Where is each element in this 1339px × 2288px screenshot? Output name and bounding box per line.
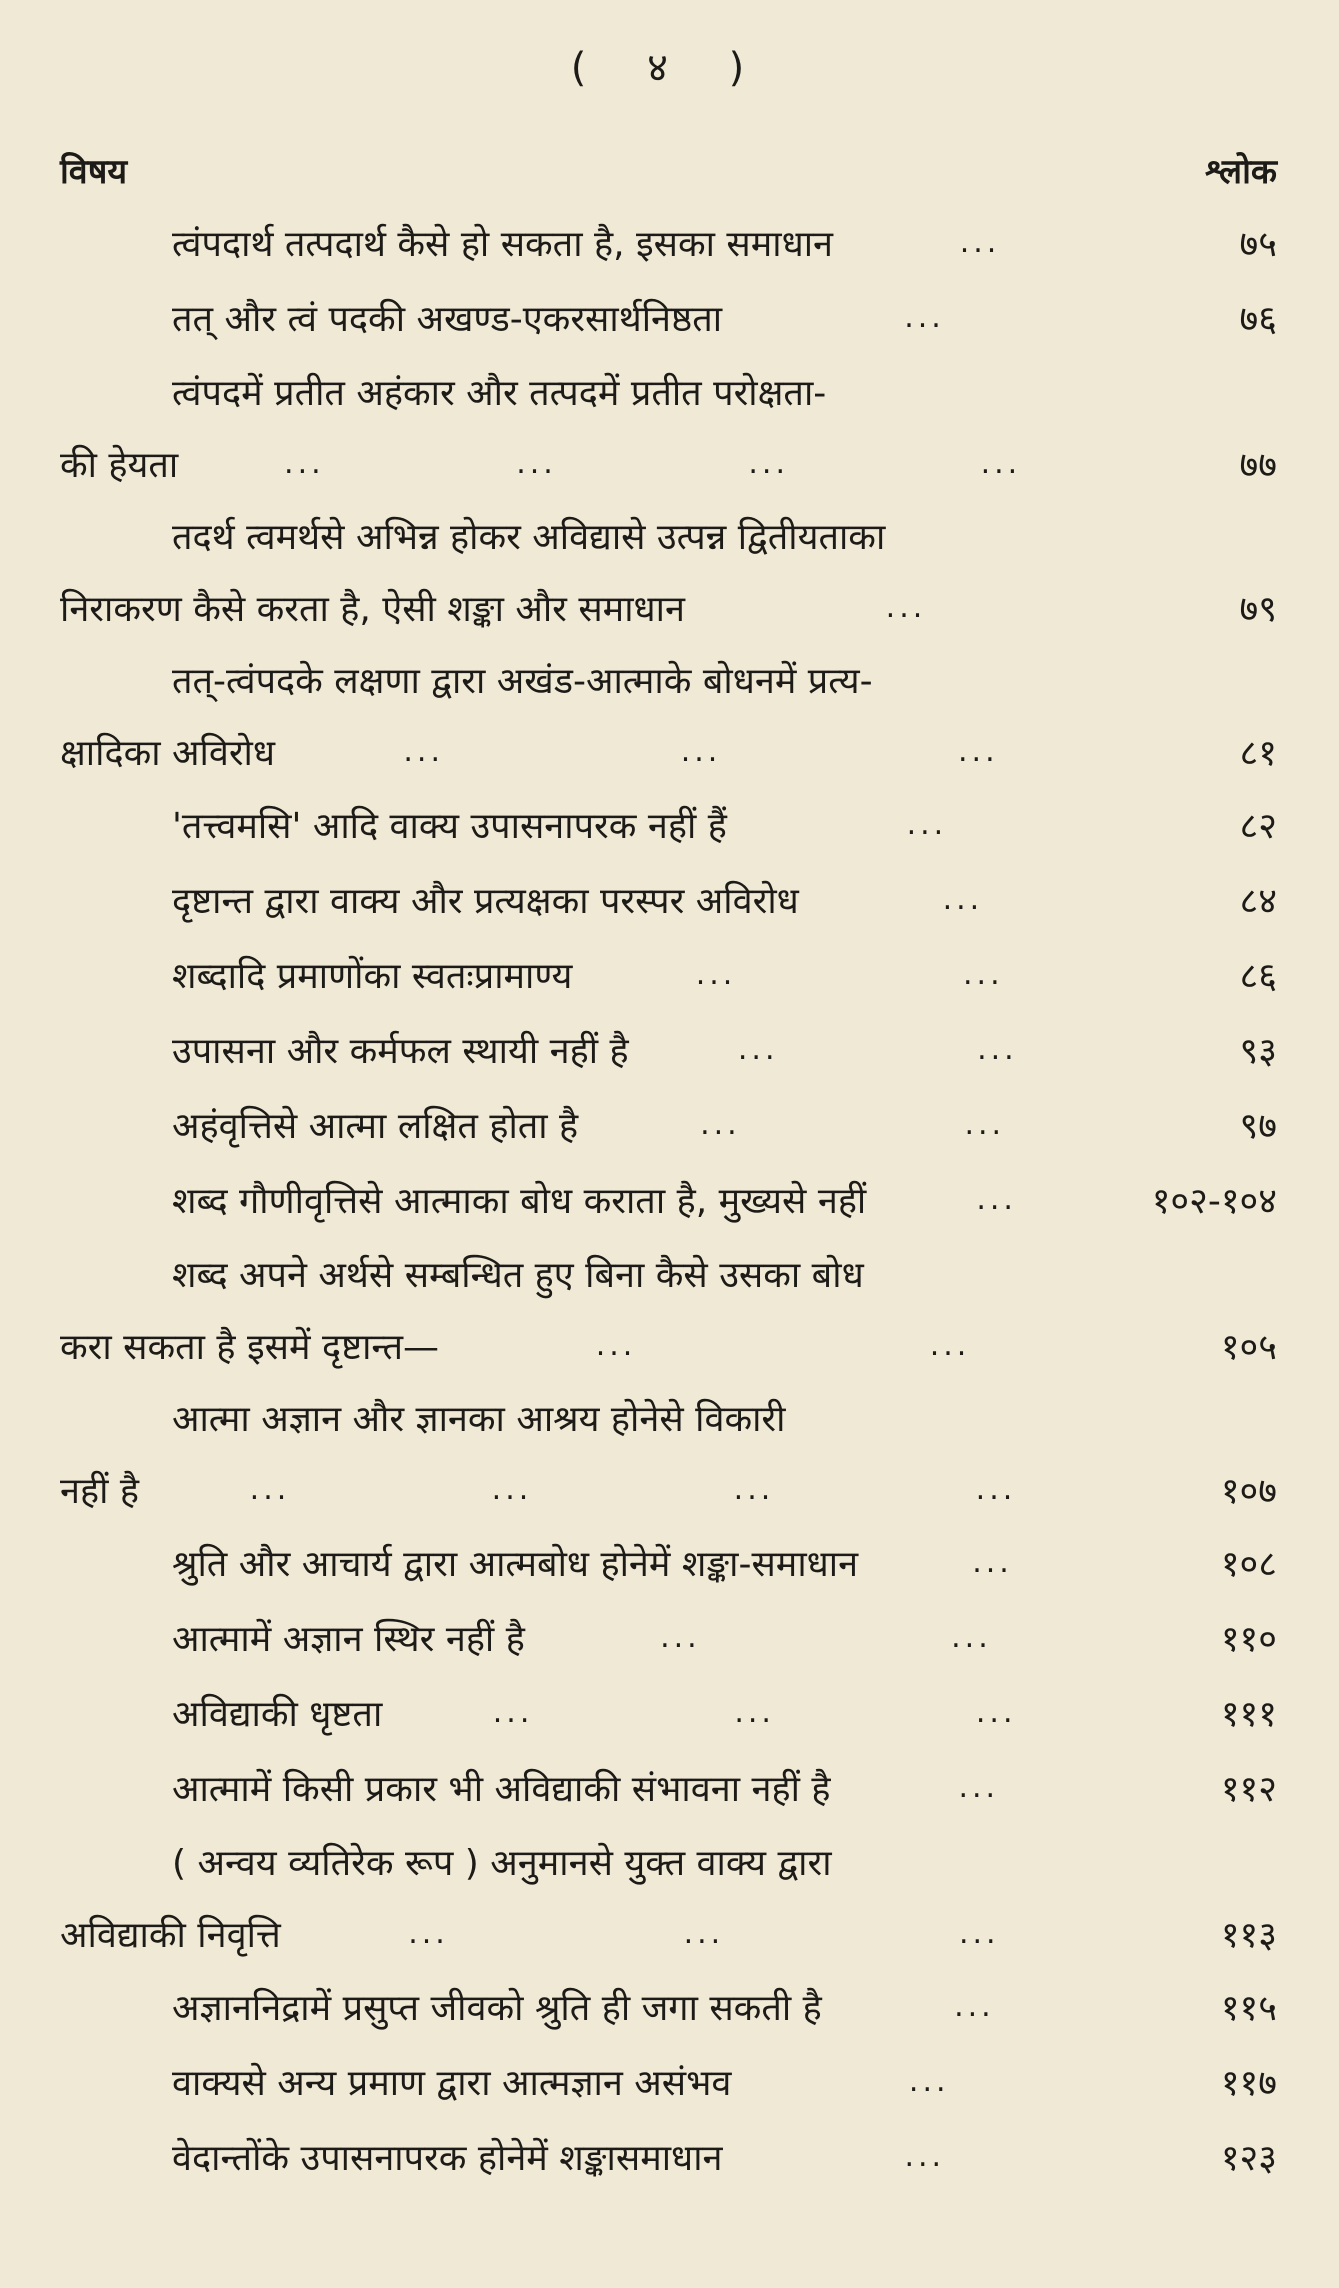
dot-leader [731, 2064, 1127, 2099]
verse-number: ८६ [1239, 956, 1277, 997]
entry-text: शब्द गौणीवृत्तिसे आत्माका बोध कराता है, मुख्यसे नहीं [172, 1181, 867, 1222]
leader-dots: ... [958, 1915, 1000, 1951]
toc-header [60, 140, 1277, 200]
toc-entry [60, 1012, 1277, 1087]
dot-leader [281, 1916, 1127, 1951]
verse-number: ११३ [1220, 1914, 1277, 1956]
toc-entry [60, 2044, 1277, 2119]
toc-entry-line [60, 937, 1277, 1012]
toc-entry-line [60, 205, 1277, 280]
toc-entry-line [60, 2044, 1277, 2119]
verse-number: १२३ [1220, 2138, 1277, 2179]
entry-text: तत् और त्वं पदकी अखण्ड-एकरसार्थनिष्ठता [172, 299, 723, 340]
leader-dots: ... [964, 1107, 1006, 1142]
verse-number: ९७ [1239, 1106, 1277, 1147]
entry-text: अविद्याकी धृष्टता [172, 1694, 383, 1735]
toc-entry-line [60, 499, 1277, 571]
dot-leader [439, 1328, 1127, 1363]
leader-dots: ... [963, 957, 1004, 992]
toc-entry-line [60, 1012, 1277, 1087]
toc-entry [60, 2119, 1277, 2194]
entry-text: की हेयता [60, 444, 179, 486]
verse-number: ७९ [1239, 588, 1277, 630]
leader-dots: ... [680, 733, 722, 769]
leader-dots: ... [492, 1695, 534, 1730]
page-number: ( ४ ) [570, 45, 769, 91]
leader-dots: ... [284, 445, 325, 481]
leader-dots: ... [249, 1471, 291, 1507]
leader-dots: ... [908, 2064, 950, 2099]
toc-entry-line [60, 1237, 1277, 1309]
verse-number: ८१ [1239, 732, 1277, 774]
entry-text: तदर्थ त्वमर्थसे अभिन्न होकर अविद्यासे उत्पन्न द्वितीयताका [172, 516, 886, 558]
toc-entry [60, 1162, 1277, 1237]
entry-text: वेदान्तोंके उपासनापरक होनेमें शङ्कासमाधान [172, 2138, 723, 2179]
toc-entry-line [60, 355, 1277, 427]
toc-entry-line [60, 1381, 1277, 1453]
leader-dots: ... [929, 1327, 971, 1363]
verse-number: १०८ [1220, 1544, 1277, 1585]
toc-entry-line [60, 715, 1277, 787]
dot-leader [685, 590, 1127, 625]
entry-text: तत्-त्वंपदके लक्षणा द्वारा अखंड-आत्माके बोधनमें प्रत्य- [172, 660, 873, 702]
toc-entry-line [60, 1087, 1277, 1162]
entry-text: निराकरण कैसे करता है, ऐसी शङ्का और समाधान [60, 588, 685, 630]
toc-entry [60, 1237, 1277, 1381]
verse-number: ८४ [1239, 881, 1277, 922]
toc-entry-line [60, 1600, 1277, 1675]
toc-entry-line [60, 1675, 1277, 1750]
verse-number: ८२ [1239, 806, 1277, 847]
leader-dots: ... [700, 1107, 741, 1142]
leader-dots: ... [976, 1182, 1017, 1217]
leader-dots: ... [904, 300, 945, 335]
leader-dots: ... [408, 1915, 449, 1951]
verse-number: १०५ [1220, 1326, 1277, 1368]
dot-leader [572, 957, 1127, 992]
toc-entry [60, 355, 1277, 499]
entry-text: आत्मा अज्ञान और ज्ञानका आश्रय होनेसे विकारी [172, 1398, 786, 1440]
toc-entry [60, 787, 1277, 862]
leader-dots: ... [972, 1545, 1013, 1580]
leader-dots: ... [942, 882, 984, 917]
toc-entry-line [60, 1309, 1277, 1381]
entry-text: आत्मामें किसी प्रकार भी अविद्याकी संभावना नहीं है [172, 1769, 831, 1810]
toc-entry-line [60, 2119, 1277, 2194]
entry-text: 'तत्त्वमसि' आदि वाक्य उपासनापरक नहीं हैं [172, 806, 727, 847]
entry-text: अज्ञाननिद्रामें प्रसुप्त जीवको श्रुति ही जगा सकती है [172, 1988, 822, 2029]
leader-dots: ... [954, 1989, 995, 2024]
toc-entry-line [60, 1162, 1277, 1237]
dot-leader [629, 1032, 1127, 1067]
entry-text: त्वंपदमें प्रतीत अहंकार और तत्पदमें प्रतीत परोक्षता- [172, 372, 827, 414]
leader-dots: ... [959, 225, 1001, 260]
entry-text: आत्मामें अज्ञान स्थिर नहीं है [172, 1619, 525, 1660]
verse-number: ११५ [1220, 1988, 1277, 2029]
entry-text: दृष्टान्त द्वारा वाक्य और प्रत्यक्षका परस्पर अविरोध [172, 881, 799, 922]
toc-entry [60, 643, 1277, 787]
dot-leader [830, 1770, 1127, 1805]
leader-dots: ... [403, 733, 444, 769]
leader-dots: ... [695, 957, 737, 992]
subject-heading: विषय [60, 152, 128, 192]
verse-number: ७७ [1239, 444, 1277, 486]
verse-number: १११ [1220, 1694, 1277, 1735]
entry-text: क्षादिका अविरोध [60, 732, 276, 774]
leader-dots: ... [737, 1032, 779, 1067]
verse-number: ११७ [1220, 2063, 1277, 2104]
toc-entry [60, 1675, 1277, 1750]
toc-entry-line [60, 862, 1277, 937]
entry-text: त्वंपदार्थ तत्पदार्थ कैसे हो सकता है, इसका समाधान [172, 224, 834, 265]
entry-text: अहंवृत्तिसे आत्मा लक्षित होता है [172, 1106, 579, 1147]
toc-entry-line [60, 571, 1277, 643]
dot-leader [858, 1545, 1127, 1580]
toc-entry-line [60, 1750, 1277, 1825]
dot-leader [525, 1620, 1127, 1655]
verse-heading: श्लोक [1205, 152, 1277, 192]
dot-leader [866, 1182, 1127, 1217]
toc-entry-line [60, 787, 1277, 862]
leader-dots: ... [733, 1471, 775, 1507]
entry-text: ( अन्वय व्यतिरेक रूप ) अनुमानसे युक्त वाक्य द्वारा [172, 1842, 832, 1884]
entry-text: वाक्यसे अन्य प्रमाण द्वारा आत्मज्ञान असंभव [172, 2063, 732, 2104]
leader-dots: ... [904, 2139, 946, 2174]
leader-dots: ... [748, 445, 789, 481]
leader-dots: ... [958, 733, 999, 769]
toc-entry [60, 205, 1277, 280]
leader-dots: ... [734, 1695, 775, 1730]
toc-entry [60, 499, 1277, 643]
toc-entry-line [60, 1897, 1277, 1969]
toc-entry-line [60, 280, 1277, 355]
toc-entry [60, 1750, 1277, 1825]
toc-entry-line [60, 1453, 1277, 1525]
entry-text: श्रुति और आचार्य द्वारा आत्मबोध होनेमें शङ्का-समाधान [172, 1544, 859, 1585]
verse-number: ९३ [1239, 1031, 1277, 1072]
verse-number: ७५ [1239, 224, 1277, 265]
toc-entry-line [60, 1525, 1277, 1600]
dot-leader [382, 1695, 1127, 1730]
leader-dots: ... [516, 445, 557, 481]
dot-leader [727, 807, 1127, 842]
leader-dots: ... [683, 1915, 725, 1951]
dot-leader [723, 2139, 1128, 2174]
toc-entry-line [60, 427, 1277, 499]
toc-entry [60, 1969, 1277, 2044]
entry-text: शब्दादि प्रमाणोंका स्वतःप्रामाण्य [172, 956, 573, 997]
verse-number: ७६ [1239, 299, 1277, 340]
entry-text: शब्द अपने अर्थसे सम्बन्धित हुए बिना कैसे उसका बोध [172, 1254, 864, 1296]
dot-leader [578, 1107, 1127, 1142]
toc-entry [60, 1525, 1277, 1600]
dot-leader [822, 1989, 1127, 2024]
leader-dots: ... [977, 1032, 1018, 1067]
leader-dots: ... [975, 1471, 1017, 1507]
leader-dots: ... [491, 1471, 533, 1507]
toc-entry [60, 862, 1277, 937]
dot-leader [722, 300, 1127, 335]
toc-entry-line [60, 1969, 1277, 2044]
leader-dots: ... [958, 1770, 1000, 1805]
toc-entry [60, 1600, 1277, 1675]
leader-dots: ... [906, 807, 948, 842]
entry-text: नहीं है [60, 1470, 139, 1512]
verse-number: ११० [1220, 1619, 1277, 1660]
leader-dots: ... [975, 1695, 1017, 1730]
dot-leader [178, 446, 1127, 481]
leader-dots: ... [660, 1620, 701, 1655]
toc-entry [60, 1087, 1277, 1162]
dot-leader [833, 225, 1127, 260]
dot-leader [275, 734, 1127, 769]
toc-entry-line [60, 1825, 1277, 1897]
leader-dots: ... [595, 1327, 637, 1363]
toc-entries [60, 205, 1277, 2194]
entry-text: करा सकता है इसमें दृष्टान्त— [60, 1326, 440, 1368]
entry-text: अविद्याकी निवृत्ति [60, 1914, 281, 1956]
dot-leader [799, 882, 1127, 917]
toc-entry-line [60, 643, 1277, 715]
leader-dots: ... [951, 1620, 992, 1655]
verse-number: १०२-१०४ [1151, 1181, 1277, 1222]
toc-entry [60, 280, 1277, 355]
leader-dots: ... [980, 445, 1022, 481]
verse-number: ११२ [1220, 1769, 1277, 1810]
toc-entry [60, 1381, 1277, 1525]
leader-dots: ... [885, 589, 927, 625]
verse-number: १०७ [1220, 1470, 1277, 1512]
dot-leader [139, 1472, 1127, 1507]
toc-entry [60, 1825, 1277, 1969]
toc-entry [60, 937, 1277, 1012]
entry-text: उपासना और कर्मफल स्थायी नहीं है [172, 1031, 629, 1072]
